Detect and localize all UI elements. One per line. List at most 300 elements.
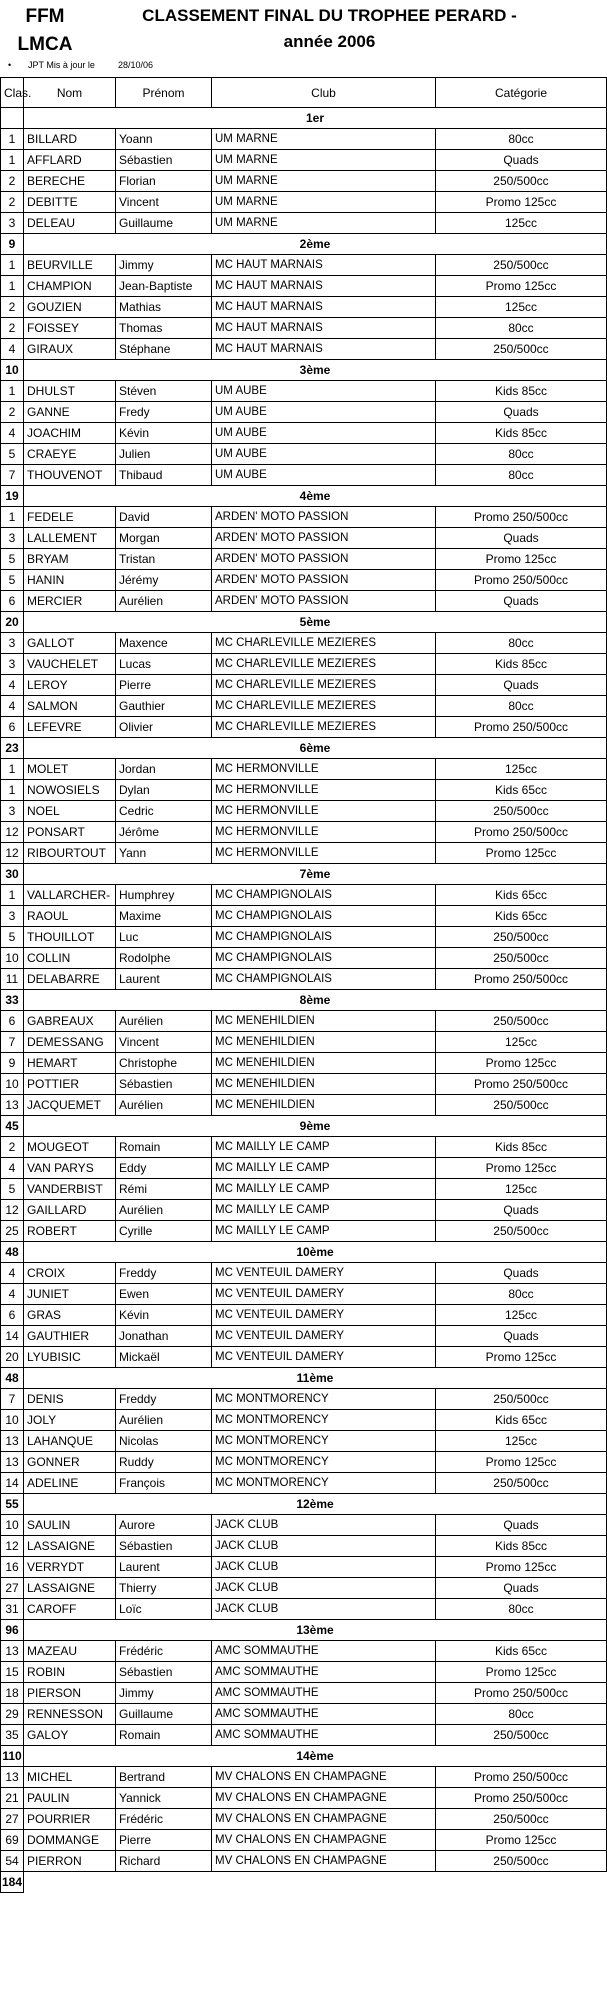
rank-cell: 21	[1, 1788, 24, 1809]
club-cell: MV CHALONS EN CHAMPAGNE	[212, 1767, 436, 1788]
last-name-cell: DOMMANGE	[24, 1830, 116, 1851]
rank-cell: 27	[1, 1809, 24, 1830]
rider-row	[1, 1704, 607, 1725]
last-name-cell: BERECHE	[24, 171, 116, 192]
category-cell: Promo 250/500cc	[436, 1683, 607, 1704]
rider-row	[1, 1011, 607, 1032]
first-name-cell: Stéven	[116, 381, 212, 402]
club-cell: MC MENEHILDIEN	[212, 1032, 436, 1053]
rider-row	[1, 906, 607, 927]
rider-row	[1, 885, 607, 906]
last-name-cell: DELEAU	[24, 213, 116, 234]
first-name-cell: Eddy	[116, 1158, 212, 1179]
empty-cell	[24, 1872, 607, 1893]
rank-cell: 69	[1, 1830, 24, 1851]
club-rank-row	[1, 1368, 607, 1389]
club-points-cell: 48	[1, 1368, 24, 1389]
category-cell: Kids 85cc	[436, 654, 607, 675]
club-rank-row	[1, 612, 607, 633]
category-cell: 250/500cc	[436, 1809, 607, 1830]
category-cell: Kids 65cc	[436, 780, 607, 801]
first-name-cell: Thomas	[116, 318, 212, 339]
first-name-cell: Yann	[116, 843, 212, 864]
rank-cell: 5	[1, 1179, 24, 1200]
last-name-cell: HANIN	[24, 570, 116, 591]
club-cell: MV CHALONS EN CHAMPAGNE	[212, 1809, 436, 1830]
rank-cell: 12	[1, 822, 24, 843]
rank-cell: 3	[1, 213, 24, 234]
update-date: 28/10/06	[118, 60, 154, 70]
rider-row	[1, 1641, 607, 1662]
club-rank-row	[1, 738, 607, 759]
rank-cell: 1	[1, 255, 24, 276]
rider-row	[1, 297, 607, 318]
first-name-cell: Jérôme	[116, 822, 212, 843]
last-name-cell: CHAMPION	[24, 276, 116, 297]
club-points-cell: 20	[1, 612, 24, 633]
first-name-cell: Romain	[116, 1725, 212, 1746]
club-rank-row	[1, 1116, 607, 1137]
club-cell: JACK CLUB	[212, 1599, 436, 1620]
club-cell: MC CHARLEVILLE MEZIERES	[212, 696, 436, 717]
last-name-cell: VAUCHELET	[24, 654, 116, 675]
last-name-cell: MOLET	[24, 759, 116, 780]
club-rank-row	[1, 1746, 607, 1767]
club-cell: UM AUBE	[212, 465, 436, 486]
category-cell: Kids 85cc	[436, 423, 607, 444]
rider-row	[1, 1725, 607, 1746]
club-cell: AMC SOMMAUTHE	[212, 1725, 436, 1746]
first-name-cell: Aurélien	[116, 591, 212, 612]
rank-cell: 1	[1, 885, 24, 906]
column-header-nom: Nom	[24, 78, 116, 108]
first-name-cell: Romain	[116, 1137, 212, 1158]
club-cell: MC CHARLEVILLE MEZIERES	[212, 633, 436, 654]
rank-cell: 1	[1, 780, 24, 801]
rider-row	[1, 759, 607, 780]
first-name-cell: Kévin	[116, 1305, 212, 1326]
category-cell: Quads	[436, 1578, 607, 1599]
club-rank-label: 5ème	[24, 612, 607, 633]
first-name-cell: Richard	[116, 1851, 212, 1872]
category-cell: 125cc	[436, 297, 607, 318]
rider-row	[1, 1200, 607, 1221]
rider-row	[1, 1095, 607, 1116]
club-rank-label: 10ème	[24, 1242, 607, 1263]
category-cell: Kids 85cc	[436, 1137, 607, 1158]
first-name-cell: Christophe	[116, 1053, 212, 1074]
category-cell: 80cc	[436, 696, 607, 717]
rider-row	[1, 423, 607, 444]
first-name-cell: François	[116, 1473, 212, 1494]
rider-row	[1, 528, 607, 549]
rank-cell: 14	[1, 1326, 24, 1347]
rider-row	[1, 1452, 607, 1473]
rider-row	[1, 654, 607, 675]
category-cell: Promo 250/500cc	[436, 1074, 607, 1095]
rank-cell: 7	[1, 1389, 24, 1410]
club-cell: MC VENTEUIL DAMERY	[212, 1284, 436, 1305]
first-name-cell: Luc	[116, 927, 212, 948]
last-name-cell: DELABARRE	[24, 969, 116, 990]
rank-cell: 1	[1, 129, 24, 150]
rider-row	[1, 822, 607, 843]
first-name-cell: Frédéric	[116, 1809, 212, 1830]
club-rank-row	[1, 1494, 607, 1515]
rider-row	[1, 927, 607, 948]
update-note: JPT Mis à jour le	[28, 60, 95, 70]
rider-row	[1, 1557, 607, 1578]
rider-row	[1, 969, 607, 990]
club-cell: MC MAILLY LE CAMP	[212, 1221, 436, 1242]
club-cell: AMC SOMMAUTHE	[212, 1641, 436, 1662]
org-line-2: LMCA	[17, 34, 73, 55]
first-name-cell: Aurélien	[116, 1095, 212, 1116]
club-cell: MC VENTEUIL DAMERY	[212, 1347, 436, 1368]
club-cell: MC CHARLEVILLE MEZIERES	[212, 654, 436, 675]
club-cell: ARDEN' MOTO PASSION	[212, 528, 436, 549]
rider-row	[1, 171, 607, 192]
last-name-cell: GANNE	[24, 402, 116, 423]
rank-cell: 35	[1, 1725, 24, 1746]
last-name-cell: GAILLARD	[24, 1200, 116, 1221]
category-cell: Promo 250/500cc	[436, 822, 607, 843]
club-cell: MV CHALONS EN CHAMPAGNE	[212, 1851, 436, 1872]
last-name-cell: GAUTHIER	[24, 1326, 116, 1347]
rider-row	[1, 549, 607, 570]
first-name-cell: Freddy	[116, 1263, 212, 1284]
club-rank-row	[1, 1242, 607, 1263]
first-name-cell: Mickaël	[116, 1347, 212, 1368]
club-rank-label: 2ème	[24, 234, 607, 255]
last-name-cell: MICHEL	[24, 1767, 116, 1788]
club-points-cell: 110	[1, 1746, 24, 1767]
rank-cell: 29	[1, 1704, 24, 1725]
club-cell: MC MAILLY LE CAMP	[212, 1200, 436, 1221]
club-cell: MC HERMONVILLE	[212, 801, 436, 822]
category-cell: Promo 125cc	[436, 1347, 607, 1368]
note-bullet: •	[8, 60, 12, 70]
last-name-cell: DENIS	[24, 1389, 116, 1410]
club-cell: JACK CLUB	[212, 1557, 436, 1578]
first-name-cell: Yoann	[116, 129, 212, 150]
category-cell: Promo 250/500cc	[436, 507, 607, 528]
club-cell: JACK CLUB	[212, 1536, 436, 1557]
final-points-cell: 184	[1, 1872, 24, 1893]
club-rank-label: 6ème	[24, 738, 607, 759]
category-cell: Promo 125cc	[436, 1158, 607, 1179]
category-cell: Promo 125cc	[436, 192, 607, 213]
rank-cell: 4	[1, 1158, 24, 1179]
rank-cell: 2	[1, 192, 24, 213]
last-name-cell: ADELINE	[24, 1473, 116, 1494]
last-name-cell: LASSAIGNE	[24, 1536, 116, 1557]
club-points-cell: 55	[1, 1494, 24, 1515]
club-cell: MC VENTEUIL DAMERY	[212, 1326, 436, 1347]
first-name-cell: Frédéric	[116, 1641, 212, 1662]
rank-cell: 13	[1, 1431, 24, 1452]
last-name-cell: COLLIN	[24, 948, 116, 969]
club-cell: ARDEN' MOTO PASSION	[212, 549, 436, 570]
rider-row	[1, 1389, 607, 1410]
category-cell: 125cc	[436, 1032, 607, 1053]
first-name-cell: Vincent	[116, 1032, 212, 1053]
rank-cell: 2	[1, 402, 24, 423]
last-name-cell: GIRAUX	[24, 339, 116, 360]
category-cell: 250/500cc	[436, 1011, 607, 1032]
last-name-cell: MOUGEOT	[24, 1137, 116, 1158]
last-name-cell: GALLOT	[24, 633, 116, 654]
rider-row	[1, 150, 607, 171]
club-cell: MC MONTMORENCY	[212, 1431, 436, 1452]
rider-row	[1, 1179, 607, 1200]
club-cell: ARDEN' MOTO PASSION	[212, 591, 436, 612]
first-name-cell: Julien	[116, 444, 212, 465]
column-header-categorie: Catégorie	[436, 78, 607, 108]
last-name-cell: SAULIN	[24, 1515, 116, 1536]
first-name-cell: Sébastien	[116, 1662, 212, 1683]
first-name-cell: Thibaud	[116, 465, 212, 486]
category-cell: 250/500cc	[436, 948, 607, 969]
last-name-cell: ROBERT	[24, 1221, 116, 1242]
first-name-cell: Aurore	[116, 1515, 212, 1536]
category-cell: 80cc	[436, 1284, 607, 1305]
category-cell: Quads	[436, 675, 607, 696]
rider-row	[1, 1221, 607, 1242]
category-cell: Kids 65cc	[436, 885, 607, 906]
first-name-cell: Rémi	[116, 1179, 212, 1200]
category-cell: Kids 85cc	[436, 381, 607, 402]
final-points-row	[1, 1872, 607, 1893]
rider-row	[1, 255, 607, 276]
category-cell: Kids 65cc	[436, 906, 607, 927]
last-name-cell: PONSART	[24, 822, 116, 843]
last-name-cell: LAHANQUE	[24, 1431, 116, 1452]
rank-cell: 2	[1, 318, 24, 339]
club-cell: AMC SOMMAUTHE	[212, 1683, 436, 1704]
last-name-cell: JOLY	[24, 1410, 116, 1431]
rank-cell: 7	[1, 1032, 24, 1053]
rank-cell: 4	[1, 339, 24, 360]
first-name-cell: Laurent	[116, 969, 212, 990]
club-cell: MC HERMONVILLE	[212, 822, 436, 843]
last-name-cell: DEMESSANG	[24, 1032, 116, 1053]
rank-cell: 1	[1, 759, 24, 780]
rank-cell: 2	[1, 171, 24, 192]
rider-row	[1, 1536, 607, 1557]
rank-cell: 5	[1, 444, 24, 465]
club-cell: MC MONTMORENCY	[212, 1410, 436, 1431]
first-name-cell: Pierre	[116, 1830, 212, 1851]
last-name-cell: JOACHIM	[24, 423, 116, 444]
rider-row	[1, 402, 607, 423]
rank-cell: 12	[1, 843, 24, 864]
rider-row	[1, 507, 607, 528]
category-cell: Kids 65cc	[436, 1410, 607, 1431]
last-name-cell: BILLARD	[24, 129, 116, 150]
club-rank-label: 12ème	[24, 1494, 607, 1515]
rank-cell: 16	[1, 1557, 24, 1578]
column-header-club: Club	[212, 78, 436, 108]
rider-row	[1, 801, 607, 822]
category-cell: Promo 125cc	[436, 1053, 607, 1074]
category-cell: 80cc	[436, 129, 607, 150]
rank-cell: 15	[1, 1662, 24, 1683]
club-rank-row	[1, 864, 607, 885]
first-name-cell: Laurent	[116, 1557, 212, 1578]
last-name-cell: PAULIN	[24, 1788, 116, 1809]
category-cell: Quads	[436, 1326, 607, 1347]
club-rank-row	[1, 486, 607, 507]
club-cell: MC HAUT MARNAIS	[212, 276, 436, 297]
club-cell: MV CHALONS EN CHAMPAGNE	[212, 1788, 436, 1809]
rank-cell: 11	[1, 969, 24, 990]
first-name-cell: Morgan	[116, 528, 212, 549]
rank-cell: 4	[1, 1284, 24, 1305]
rider-row	[1, 570, 607, 591]
last-name-cell: ROBIN	[24, 1662, 116, 1683]
first-name-cell: Florian	[116, 171, 212, 192]
club-cell: MC CHAMPIGNOLAIS	[212, 885, 436, 906]
rank-cell: 3	[1, 528, 24, 549]
first-name-cell: Rodolphe	[116, 948, 212, 969]
last-name-cell: RENNESSON	[24, 1704, 116, 1725]
column-header-prenom: Prénom	[116, 78, 212, 108]
club-cell: MC HAUT MARNAIS	[212, 297, 436, 318]
rank-cell: 10	[1, 1074, 24, 1095]
club-cell: UM AUBE	[212, 381, 436, 402]
last-name-cell: LEROY	[24, 675, 116, 696]
club-points-cell	[1, 108, 24, 129]
rider-row	[1, 1158, 607, 1179]
category-cell: Promo 125cc	[436, 1452, 607, 1473]
category-cell: Promo 250/500cc	[436, 1767, 607, 1788]
club-cell: MC CHAMPIGNOLAIS	[212, 948, 436, 969]
club-cell: MC MAILLY LE CAMP	[212, 1137, 436, 1158]
rider-row	[1, 129, 607, 150]
first-name-cell: Kévin	[116, 423, 212, 444]
club-cell: MC MONTMORENCY	[212, 1452, 436, 1473]
rider-row	[1, 1053, 607, 1074]
first-name-cell: Guillaume	[116, 1704, 212, 1725]
last-name-cell: RIBOURTOUT	[24, 843, 116, 864]
club-cell: UM AUBE	[212, 444, 436, 465]
category-cell: 125cc	[436, 213, 607, 234]
category-cell: 250/500cc	[436, 927, 607, 948]
rider-row	[1, 1137, 607, 1158]
club-cell: MC CHARLEVILLE MEZIERES	[212, 717, 436, 738]
category-cell: 250/500cc	[436, 171, 607, 192]
category-cell: Promo 125cc	[436, 549, 607, 570]
rider-row	[1, 465, 607, 486]
club-cell: MC HERMONVILLE	[212, 843, 436, 864]
club-points-cell: 19	[1, 486, 24, 507]
rider-row	[1, 1662, 607, 1683]
title-line-1: CLASSEMENT FINAL DU TROPHEE PERARD -	[142, 6, 517, 25]
club-cell: MC MENEHILDIEN	[212, 1011, 436, 1032]
club-rank-label: 14ème	[24, 1746, 607, 1767]
club-cell: MC MAILLY LE CAMP	[212, 1158, 436, 1179]
rank-cell: 3	[1, 906, 24, 927]
category-cell: 80cc	[436, 465, 607, 486]
first-name-cell: Aurélien	[116, 1011, 212, 1032]
last-name-cell: JUNIET	[24, 1284, 116, 1305]
rank-cell: 6	[1, 717, 24, 738]
last-name-cell: NOWOSIELS	[24, 780, 116, 801]
category-cell: Quads	[436, 1263, 607, 1284]
category-cell: Promo 125cc	[436, 843, 607, 864]
last-name-cell: GALOY	[24, 1725, 116, 1746]
category-cell: 250/500cc	[436, 1473, 607, 1494]
club-points-cell: 9	[1, 234, 24, 255]
first-name-cell: Humphrey	[116, 885, 212, 906]
first-name-cell: Fredy	[116, 402, 212, 423]
club-rank-label: 13ème	[24, 1620, 607, 1641]
club-rank-label: 11ème	[24, 1368, 607, 1389]
rider-row	[1, 633, 607, 654]
rank-cell: 5	[1, 927, 24, 948]
category-cell: 250/500cc	[436, 1095, 607, 1116]
last-name-cell: GONNER	[24, 1452, 116, 1473]
last-name-cell: FOISSEY	[24, 318, 116, 339]
last-name-cell: LASSAIGNE	[24, 1578, 116, 1599]
rank-cell: 1	[1, 150, 24, 171]
last-name-cell: DEBITTE	[24, 192, 116, 213]
last-name-cell: SALMON	[24, 696, 116, 717]
first-name-cell: Cedric	[116, 801, 212, 822]
category-cell: Quads	[436, 1200, 607, 1221]
category-cell: Promo 125cc	[436, 1557, 607, 1578]
rank-cell: 31	[1, 1599, 24, 1620]
category-cell: 250/500cc	[436, 1221, 607, 1242]
category-cell: Quads	[436, 528, 607, 549]
last-name-cell: MERCIER	[24, 591, 116, 612]
last-name-cell: GOUZIEN	[24, 297, 116, 318]
club-cell: MC MENEHILDIEN	[212, 1053, 436, 1074]
rider-row	[1, 1263, 607, 1284]
club-cell: UM AUBE	[212, 402, 436, 423]
first-name-cell: Gauthier	[116, 696, 212, 717]
first-name-cell: Jimmy	[116, 1683, 212, 1704]
last-name-cell: VERRYDT	[24, 1557, 116, 1578]
first-name-cell: Mathias	[116, 297, 212, 318]
club-cell: ARDEN' MOTO PASSION	[212, 570, 436, 591]
last-name-cell: CRAEYE	[24, 444, 116, 465]
club-points-cell: 45	[1, 1116, 24, 1137]
club-cell: MC CHAMPIGNOLAIS	[212, 969, 436, 990]
rank-cell: 12	[1, 1200, 24, 1221]
category-cell: Quads	[436, 150, 607, 171]
club-cell: MC VENTEUIL DAMERY	[212, 1263, 436, 1284]
category-cell: Promo 125cc	[436, 1830, 607, 1851]
rank-cell: 13	[1, 1452, 24, 1473]
club-cell: UM MARNE	[212, 213, 436, 234]
first-name-cell: Jonathan	[116, 1326, 212, 1347]
last-name-cell: VAN PARYS	[24, 1158, 116, 1179]
club-points-cell: 23	[1, 738, 24, 759]
category-cell: Promo 250/500cc	[436, 1788, 607, 1809]
category-cell: 125cc	[436, 759, 607, 780]
column-header-row	[1, 78, 607, 108]
last-name-cell: LALLEMENT	[24, 528, 116, 549]
club-cell: MC CHAMPIGNOLAIS	[212, 927, 436, 948]
rider-row	[1, 276, 607, 297]
first-name-cell: Olivier	[116, 717, 212, 738]
club-rank-row	[1, 234, 607, 255]
rider-row	[1, 1683, 607, 1704]
last-name-cell: LYUBISIC	[24, 1347, 116, 1368]
rider-row	[1, 1809, 607, 1830]
